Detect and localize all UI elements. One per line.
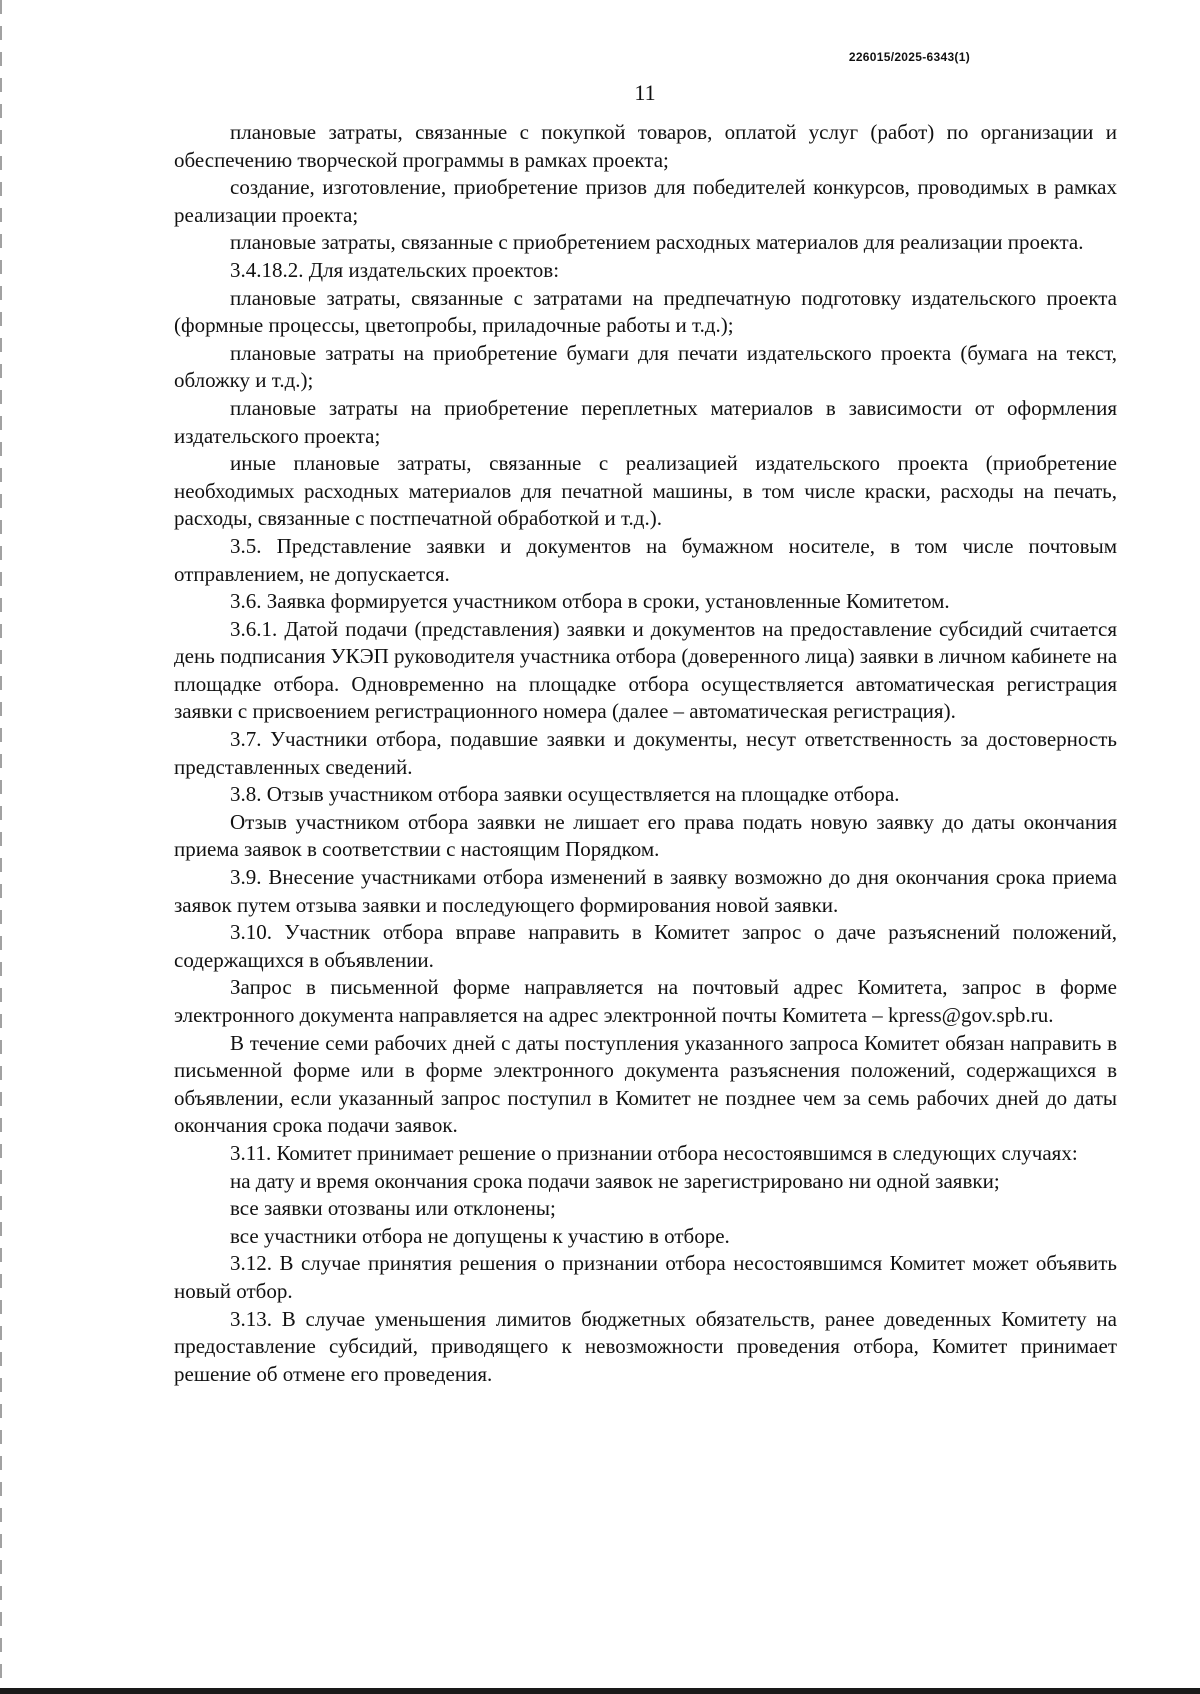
paragraph-binding-materials: плановые затраты на приобретение переплетных материалов в зависимости от оформления издательского проекта; (174, 395, 1117, 448)
paragraph-prepress: плановые затраты, связанные с затратами на предпечатную подготовку издательского проекта (формные процессы, цветопробы, приладочные работы и т.д.); (174, 285, 1117, 338)
paragraph-3-12: 3.12. В случае принятия решения о признании отбора несостоявшимся Комитет может объявить новый отбор. (174, 1251, 1117, 1303)
paragraph-seven-days: В течение семи рабочих дней с даты поступления указанного запроса Комитет обязан направить в письменной форме или в форме электронного документа разъяснения положений, содержащихся в объявлении, если указанный запрос поступил в Комитет не позднее чем за семь рабочих дней до даты окончания срока подачи заявок. (174, 1030, 1117, 1138)
paragraph-3-6: 3.6. Заявка формируется участником отбора в сроки, установленные Комитетом. (230, 589, 950, 614)
paragraph-3-6-1: 3.6.1. Датой подачи (представления) заявки и документов на предоставление субсидий считается день подписания УКЭП руководителя участника отбора (доверенного лица) заявки в личном кабинете на площадке отбора. Одновременно на площадке отбора осуществляется автоматическая регистрация заявки с присвоением регистрационного номера (далее – автоматическая регистрация). (174, 616, 1118, 724)
paragraph-3-7: 3.7. Участники отбора, подавшие заявки и документы, несут ответственность за достоверность представленных сведений. (174, 727, 1117, 779)
paragraph-3-13: 3.13. В случае уменьшения лимитов бюджетных обязательств, ранее доведенных Комитету на предоставление субсидий, приводящего к невозможности проведения отбора, Комитет принимает решение об отмене его проведения. (174, 1306, 1117, 1386)
paragraph-request-form: Запрос в письменной форме направляется на почтовый адрес Комитета, запрос в форме электронного документа направляется на адрес электронной почты Комитета – kpress@gov.spb.ru. (174, 975, 1117, 1027)
scan-left-edge (0, 0, 2, 1694)
page-number: 11 (634, 80, 656, 105)
paragraph-3-5: 3.5. Представление заявки и документов на бумажном носителе, в том числе почтовым отправлением, не допускается. (174, 533, 1117, 586)
paragraph-withdrawal: Отзыв участником отбора заявки не лишает его права подать новую заявку до даты окончания приема заявок в соответствии с настоящим Порядком. (174, 809, 1117, 862)
paragraph-3-8: 3.8. Отзыв участником отбора заявки осуществляется на площадке отбора. (230, 782, 900, 807)
list-item-no-applications: на дату и время окончания срока подачи заявок не зарегистрировано ни одной заявки; (230, 1168, 1000, 1193)
paragraph-3-10: 3.10. Участник отбора вправе направить в Комитет запрос о даче разъяснений положений, содержащихся в объявлении. (174, 920, 1117, 972)
document-body (174, 119, 1117, 1388)
paragraph-3-4-18-2: 3.4.18.2. Для издательских проектов: (230, 257, 560, 282)
paragraph-paper: плановые затраты на приобретение бумаги для печати издательского проекта (бумага на текст, обложку и т.д.); (174, 340, 1117, 393)
document-registration-number: 226015/2025-6343(1) (848, 50, 970, 64)
paragraph-prizes: создание, изготовление, приобретение призов для победителей конкурсов, проводимых в рамках реализации проекта; (174, 175, 1117, 227)
paragraph-costs-creative-program: плановые затраты, связанные с покупкой товаров, оплатой услуг (работ) по организации и обеспечению творческой программы в рамках проекта; (174, 120, 1117, 172)
paragraph-3-9: 3.9. Внесение участниками отбора изменений в заявку возможно до дня окончания срока приема заявок путем отзыва заявки и последующего формирования новой заявки. (174, 865, 1117, 917)
list-item-not-admitted: все участники отбора не допущены к участию в отборе. (230, 1223, 730, 1248)
list-item-all-withdrawn: все заявки отозваны или отклонены; (230, 1196, 556, 1221)
scan-bottom-edge (0, 1688, 1200, 1694)
paragraph-other-costs: иные плановые затраты, связанные с реализацией издательского проекта (приобретение необходимых расходных материалов для печатной машины, в том числе краски, расходы на печать, расходы, связанные с постпечатной обработкой и т.д.). (174, 451, 1117, 531)
paragraph-consumables: плановые затраты, связанные с приобретением расходных материалов для реализации проекта. (230, 230, 1084, 255)
paragraph-3-11: 3.11. Комитет принимает решение о признании отбора несостоявшимся в следующих случаях: (230, 1140, 1078, 1165)
